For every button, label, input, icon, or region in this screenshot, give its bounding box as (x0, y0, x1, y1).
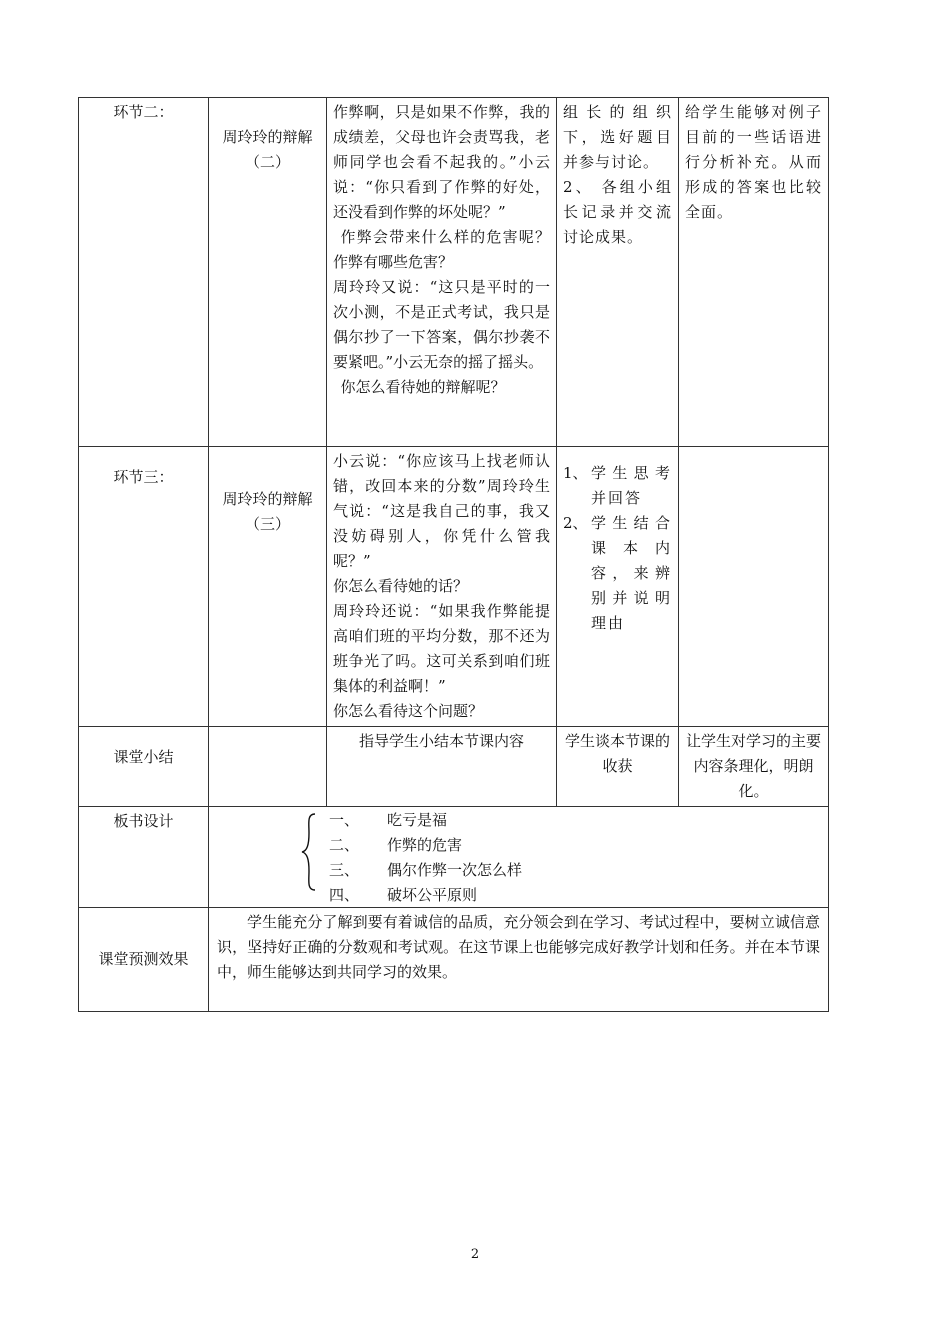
board-item-text: 偶尔作弊一次怎么样 (387, 861, 523, 879)
student-activity-text: 组长的组织下，选好题目并参与讨论。 (563, 103, 672, 171)
content-paragraph: 周玲玲还说：“如果我作弊能提高咱们班的平均分数，那不还为班争光了吗。这可关系到咱们班集体的利益啊！” (333, 602, 550, 695)
student-activity-item (563, 461, 672, 511)
content-cell (327, 447, 557, 727)
table-row (79, 727, 829, 807)
item-text: 学生思考并回答 (591, 464, 672, 507)
content-cell (327, 98, 557, 447)
board-label: 板书设计 (113, 812, 174, 830)
board-item (329, 808, 522, 833)
content-paragraph: 小云说：“你应该马上找老师认错，改回本来的分数”周玲玲生气说：“这是我自己的事，我又没妨碍别人，你凭什么管我呢？” (333, 452, 550, 570)
design-intent-text: 让学生对学习的主要内容条理化，明朗化。 (685, 732, 821, 800)
content-paragraph: 指导学生小结本节课内容 (358, 732, 524, 750)
effect-label: 课堂预测效果 (98, 950, 189, 968)
board-outline (329, 808, 522, 908)
content-paragraph: 你怎么看待这个问题？ (333, 702, 484, 720)
table-row (79, 447, 829, 727)
stage-label: 课堂小结 (113, 748, 174, 766)
item-number: 2、 (563, 514, 588, 532)
board-item-text: 破坏公平原则 (387, 886, 478, 904)
content-paragraph: 你怎么看待她的辩解呢？ (340, 378, 506, 396)
board-item-number: 二、 (329, 836, 360, 854)
content-cell (327, 727, 557, 807)
student-activity-cell (557, 98, 679, 447)
student-activity-text: 学生谈本节课的收获 (564, 732, 670, 775)
board-item-text: 吃亏是福 (387, 811, 448, 829)
item-text: 学生结合课本内容，来辨别并说明理由 (591, 514, 672, 632)
board-design-cell (209, 807, 829, 908)
student-activity-cell (557, 447, 679, 727)
page-number: 2 (470, 1247, 480, 1262)
board-item (329, 833, 522, 858)
student-activity-item (563, 511, 672, 636)
effect-label-cell (79, 908, 209, 1012)
student-activity-cell (557, 727, 679, 807)
stage-label: 环节三： (113, 468, 174, 486)
board-label-cell (79, 807, 209, 908)
stage-cell (79, 98, 209, 447)
board-item-number: 三、 (329, 861, 360, 879)
content-paragraph: 周玲玲又说：“这只是平时的一次小测，不是正式考试，我只是偶尔抄了一下答案，偶尔抄袭不要紧吧。”小云无奈的摇了摇头。 (333, 278, 550, 371)
design-intent-cell (679, 447, 829, 727)
board-item (329, 883, 522, 908)
content-paragraph: 你怎么看待她的话？ (333, 577, 469, 595)
topic-cell (209, 98, 327, 447)
stage-label: 环节二： (113, 103, 174, 121)
table-row (79, 98, 829, 447)
topic-subtitle: （二） (244, 153, 290, 171)
board-item (329, 858, 522, 883)
student-activity-text: 2、 各组小组长记录并交流讨论成果。 (563, 178, 672, 246)
effect-text: 学生能充分了解到要有着诚信的品质，充分领会到在学习、考试过程中，要树立诚信意识，坚持好正确的分数观和考试观。在这节课上也能够完成好教学计划和任务。并在本节课中，师生能够达到共同学习的效果。 (217, 913, 820, 981)
content-paragraph: 作弊会带来什么样的危害呢？作弊有哪些危害？ (333, 228, 550, 271)
topic-subtitle: （三） (244, 515, 290, 533)
topic-cell (209, 447, 327, 727)
curly-brace-icon (301, 813, 317, 891)
stage-cell (79, 727, 209, 807)
stage-cell (79, 447, 209, 727)
design-intent-cell (679, 727, 829, 807)
lesson-plan-table (78, 97, 829, 1012)
design-intent-cell (679, 98, 829, 447)
topic-title: 周玲玲的辩解 (222, 128, 313, 146)
topic-title: 周玲玲的辩解 (222, 490, 313, 508)
board-item-number: 一、 (329, 811, 360, 829)
table-row (79, 807, 829, 908)
table-row (79, 908, 829, 1012)
item-number: 1、 (563, 464, 588, 482)
design-intent-text: 给学生能够对例子目前的一些话语进行分析补充。从而形成的答案也比较全面。 (685, 103, 822, 221)
content-paragraph: 作弊啊，只是如果不作弊，我的成绩差，父母也许会责骂我，老师同学也会看不起我的。”小云说：“你只看到了作弊的好处，还没看到作弊的坏处呢？” (333, 103, 550, 221)
effect-cell (209, 908, 829, 1012)
topic-cell (209, 727, 327, 807)
board-item-number: 四、 (329, 886, 360, 904)
board-item-text: 作弊的危害 (387, 836, 463, 854)
